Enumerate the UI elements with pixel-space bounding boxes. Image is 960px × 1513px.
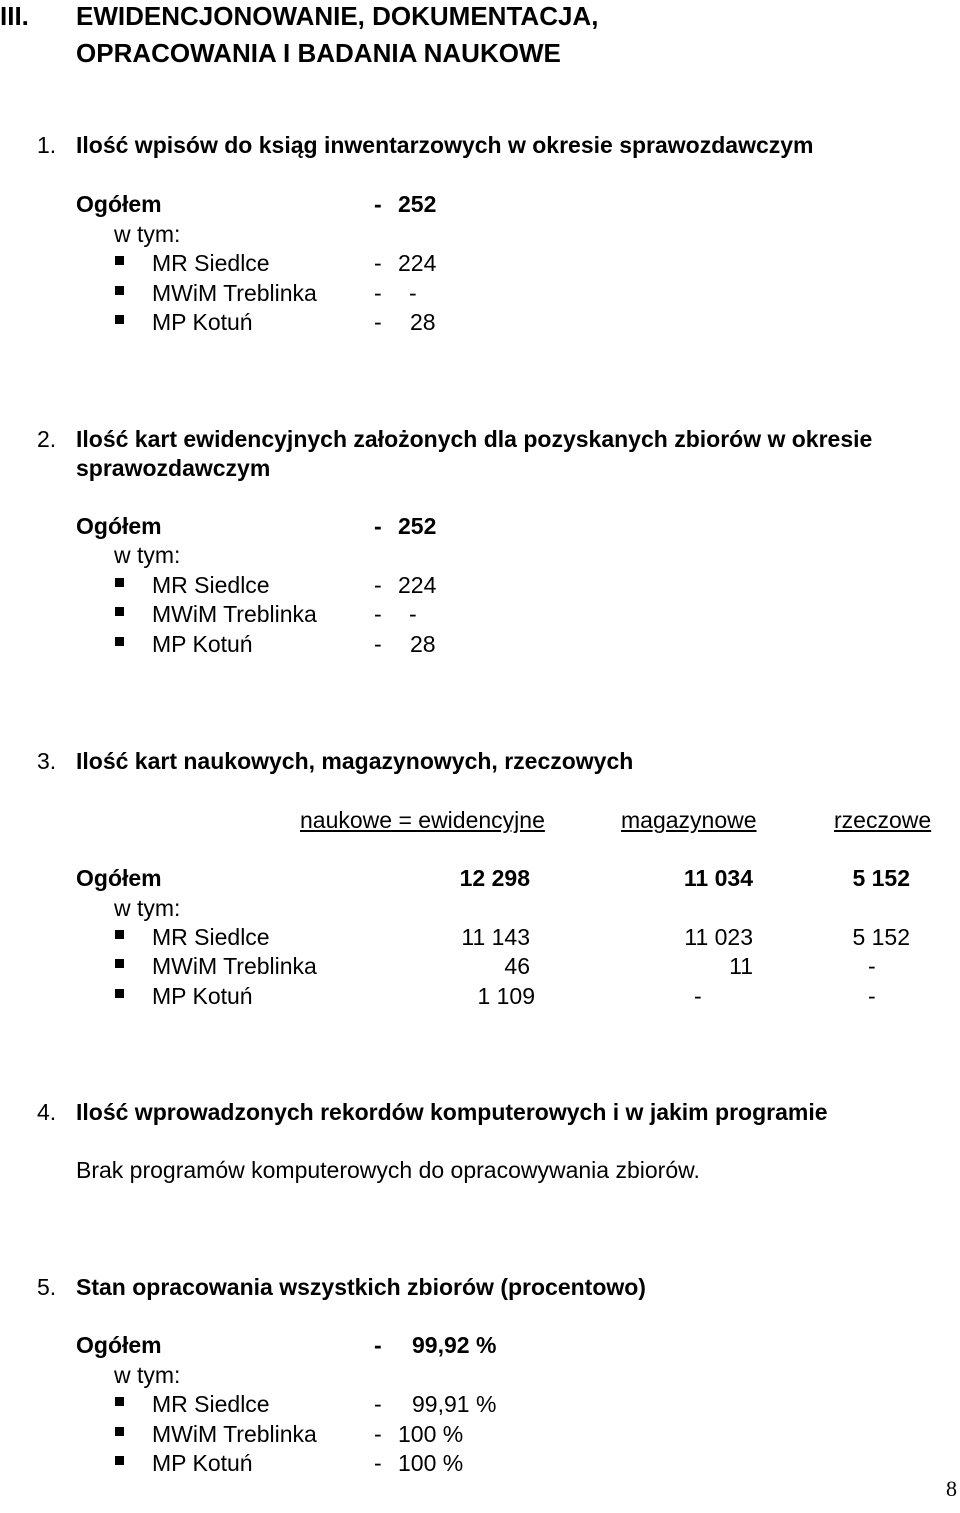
total-scientific: 12 298 [459, 865, 530, 891]
bullet-icon [115, 1427, 124, 1436]
mwim-dash: - [374, 280, 382, 306]
mwim-label: MWiM Treblinka [152, 953, 317, 979]
mr-value: 224 [398, 572, 437, 598]
mp-value: 28 [410, 309, 436, 335]
page-number: 8 [946, 1476, 957, 1501]
mr-scientific: 11 143 [461, 924, 530, 950]
total-label: Ogółem [76, 513, 162, 539]
mr-dash: - [374, 1391, 382, 1417]
bullet-icon [115, 989, 124, 998]
mp-dash: - [374, 631, 382, 657]
mwim-storage: 11 [729, 953, 753, 979]
total-value: 252 [398, 513, 437, 539]
total-objects: 5 152 [852, 865, 910, 891]
bullet-icon [115, 578, 124, 587]
mwim-label: MWiM Treblinka [152, 601, 317, 627]
section-heading: Stan opracowania wszystkich zbiorów (procentowo) [76, 1274, 646, 1300]
section-number: 3. [37, 748, 57, 774]
bullet-icon [115, 930, 124, 939]
mr-dash: - [374, 572, 382, 598]
mr-label: MR Siedlce [152, 250, 270, 276]
mr-objects: 5 152 [852, 924, 910, 950]
including-label: w tym: [114, 895, 181, 921]
column-header-scientific: naukowe = ewidencyjne [300, 807, 545, 833]
mp-label: MP Kotuń [152, 309, 253, 335]
bullet-icon [115, 1397, 124, 1406]
section-heading-line1: Ilość kart ewidencyjnych założonych dla pozyskanych zbiorów w okresie [76, 426, 873, 452]
total-label: Ogółem [76, 1332, 162, 1358]
section-number: 4. [37, 1099, 57, 1125]
total-value: 99,92 % [412, 1332, 497, 1358]
section-heading-line2: sprawozdawczym [76, 455, 271, 481]
column-header-storage: magazynowe [621, 807, 757, 833]
column-header-objects: rzeczowe [834, 807, 932, 833]
mp-value: 28 [410, 631, 436, 657]
bullet-icon [115, 959, 124, 968]
mwim-value: - [409, 601, 417, 627]
mp-label: MP Kotuń [152, 631, 253, 657]
chapter-title-line2: OPRACOWANIA I BADANIA NAUKOWE [76, 38, 561, 68]
mwim-dash: - [374, 1421, 382, 1447]
mr-value: 99,91 % [412, 1391, 497, 1417]
bullet-icon [115, 637, 124, 646]
mwim-label: MWiM Treblinka [152, 280, 317, 306]
section-number: 2. [37, 426, 57, 452]
section-number: 5. [37, 1274, 57, 1300]
including-label: w tym: [114, 221, 181, 247]
total-label: Ogółem [76, 191, 162, 217]
including-label: w tym: [114, 542, 181, 568]
mwim-scientific: 46 [504, 953, 530, 979]
bullet-icon [115, 1456, 124, 1465]
total-label: Ogółem [76, 865, 162, 891]
mr-label: MR Siedlce [152, 1391, 270, 1417]
total-value: 252 [398, 191, 437, 217]
mp-dash: - [374, 309, 382, 335]
bullet-icon [115, 315, 124, 324]
mp-label: MP Kotuń [152, 983, 253, 1009]
total-storage: 11 034 [683, 865, 753, 891]
mr-value: 224 [398, 250, 437, 276]
bullet-icon [115, 286, 124, 295]
mwim-value: - [409, 280, 417, 306]
chapter-title-line1: EWIDENCJONOWANIE, DOKUMENTACJA, [76, 1, 599, 31]
including-label: w tym: [114, 1362, 181, 1388]
total-dash: - [374, 191, 382, 217]
section-heading: Ilość wprowadzonych rekordów komputerowych i w jakim programie [76, 1099, 828, 1125]
mwim-label: MWiM Treblinka [152, 1421, 317, 1447]
mwim-value: 100 % [398, 1421, 464, 1447]
mp-scientific: 1 109 [477, 983, 535, 1009]
mr-label: MR Siedlce [152, 924, 270, 950]
mp-storage: - [694, 983, 702, 1009]
bullet-icon [115, 256, 124, 265]
section-heading: Ilość wpisów do ksiąg inwentarzowych w okresie sprawozdawczym [76, 132, 814, 158]
section-heading: Ilość kart naukowych, magazynowych, rzeczowych [76, 748, 634, 774]
mr-dash: - [374, 250, 382, 276]
mp-value: 100 % [398, 1450, 464, 1476]
mr-storage: 11 023 [684, 924, 753, 950]
mwim-objects: - [868, 953, 876, 979]
section-number: 1. [37, 132, 57, 158]
section-body: Brak programów komputerowych do opracowywania zbiorów. [76, 1157, 700, 1183]
mp-objects: - [868, 983, 876, 1009]
mp-dash: - [374, 1450, 382, 1476]
mp-label: MP Kotuń [152, 1450, 253, 1476]
total-dash: - [374, 513, 382, 539]
mwim-dash: - [374, 601, 382, 627]
total-dash: - [374, 1332, 382, 1358]
bullet-icon [115, 607, 124, 616]
mr-label: MR Siedlce [152, 572, 270, 598]
chapter-number: III. [0, 1, 29, 31]
